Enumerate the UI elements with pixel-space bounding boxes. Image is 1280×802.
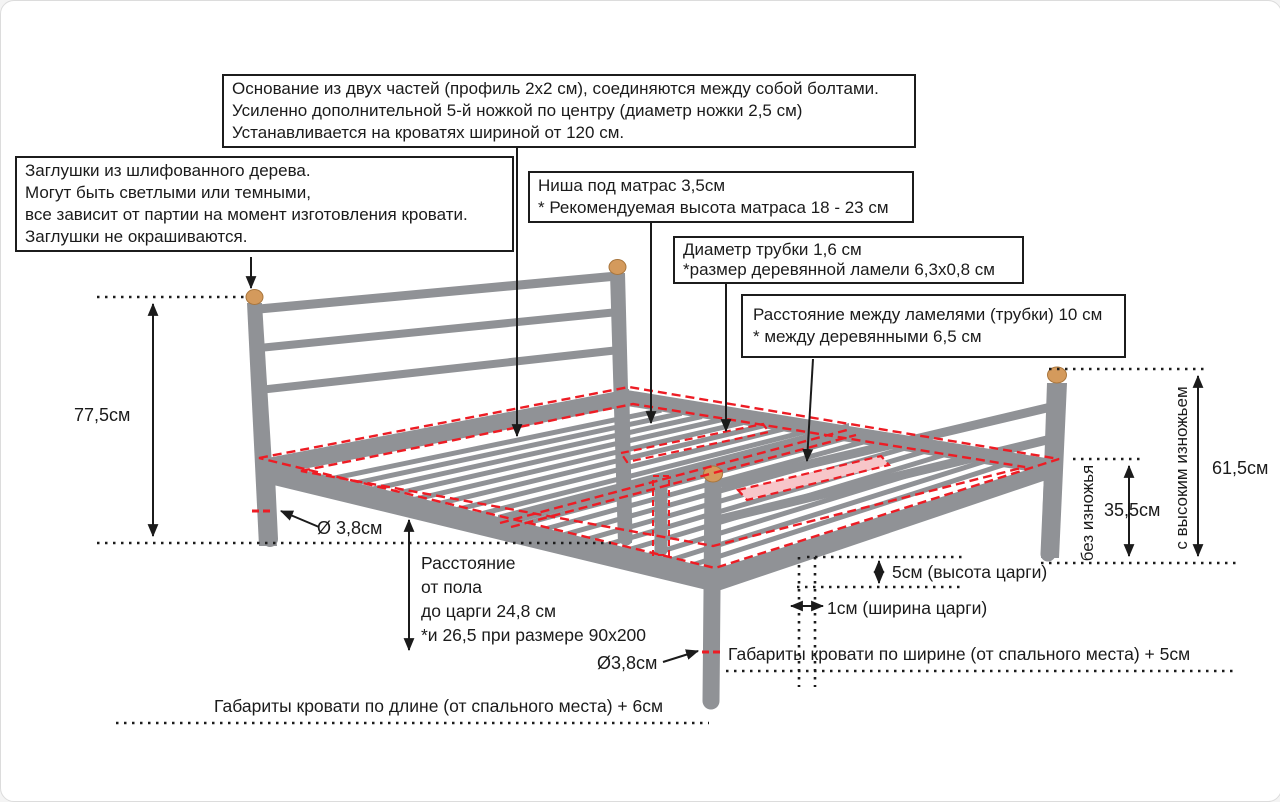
footboard-high-dim-label: 61,5см [1212,458,1269,478]
callout-line: Расстояние между ламелями (трубки) 10 см [753,305,1103,324]
footboard-high-text-label: с высоким изножьем [1172,386,1191,550]
wood-cap [609,260,626,275]
floor-clearance-line: *и 26,5 при размере 90х200 [421,625,647,645]
front-leg-diameter-arrow [663,651,698,662]
callout-line: Заглушки не окрашиваются. [25,227,248,246]
callout-line: Ниша под матрас 3,5см [538,176,726,195]
floor-clearance-label [421,551,646,647]
callout-line: * Рекомендуемая высота матраса 18 - 23 см [538,198,889,217]
callout-line: Основание из двух частей (профиль 2х2 см), соединяются между собой болтами. [232,79,879,98]
callout-line: Заглушки из шлифованного дерева. [25,161,311,180]
front-leg-diameter-label: Ø3,8см [597,653,658,673]
floor-clearance-line: от пола [421,577,482,597]
callout-line: * между деревянными 6,5 см [753,327,982,346]
rail-height-label: 5см (высота царги) [892,562,1048,582]
footboard-near-post [711,483,713,701]
callout-line: Усиленно дополнительной 5-й ножкой по центру (диаметр ножки 2,5 см) [232,101,803,120]
rail-width-label: 1см (ширина царги) [827,598,988,618]
callout-base-assembly [222,74,916,148]
overall-width-label: Габариты кровати по ширине (от спального места) + 5см [728,644,1191,664]
callout-plugs [15,156,514,252]
callout-mattress-niche [528,171,914,223]
overall-length-label: Габариты кровати по длине (от спального места) + 6см [214,696,663,716]
left-leg-diameter-arrow [281,511,319,527]
callout-line: *размер деревянной ламели 6,3х0,8 см [683,260,995,279]
callout-lamel-spacing [741,294,1126,358]
head-near-leg [267,476,270,539]
headboard-height-label: 77,5см [74,405,131,425]
left-leg-diameter-label: Ø 3,8см [317,518,383,538]
callout-line: Устанавливается на кроватях шириной от 120 см. [232,123,625,142]
callout-line: все зависит от партии на момент изготовления кровати. [25,205,468,224]
footboard-low-dim-label: 35,5см [1104,500,1161,520]
floor-clearance-line: Расстояние [421,553,516,573]
callout-tube-diameter [673,236,1024,284]
footboard-low-text-label: без изножья [1078,464,1097,562]
callout-line: Могут быть светлыми или темными, [25,183,311,202]
floor-clearance-line: до царги 24,8 см [421,601,557,621]
wood-cap [246,290,263,305]
callout-line: Диаметр трубки 1,6 см [683,240,862,259]
